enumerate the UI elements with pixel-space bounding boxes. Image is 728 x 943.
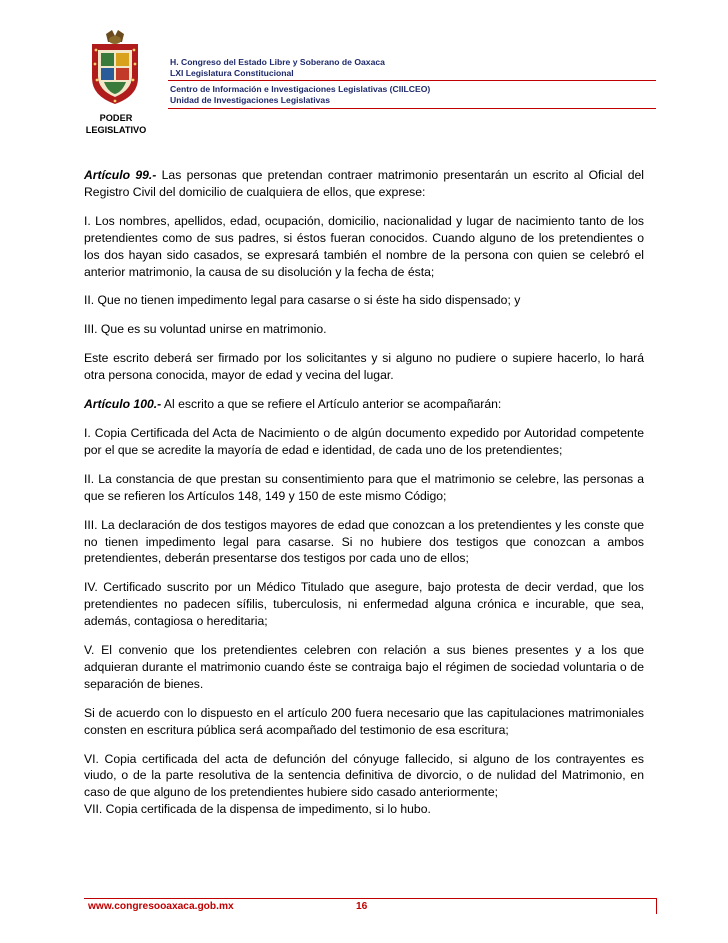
article-99-item-i: I. Los nombres, apellidos, edad, ocupación, domicilio, nacionalidad y lugar de nacimiento tanto de los pretendientes como de sus padres, si éstos fueran conocidos. Cuando alguno de los pretendientes o los dos hayan sido casados, se expresará también el nombre de la persona con quien se celebró el anterior matrimonio, la causa de su disolución y la fecha de ésta;	[84, 213, 644, 279]
footer-corner-line	[656, 898, 657, 914]
article-100-item-v: V. El convenio que los pretendientes celebren con relación a sus bienes presentes y a los que adquieran durante el matrimonio cuando éste se contraiga bajo el régimen de sociedad voluntaria o de separación de bienes.	[84, 643, 644, 691]
article-99	[84, 167, 644, 201]
poder-line1: PODER	[99, 113, 133, 123]
footer-url: www.congresooaxaca.gob.mx	[88, 901, 234, 912]
article-100-item-ii: II. La constancia de que prestan su consentimiento para que el matrimonio se celebre, las personas a que se refieren los Artículos 148, 149 y 150 de este mismo Código;	[84, 471, 644, 503]
header-congreso: H. Congreso del Estado Libre y Soberano de Oaxaca	[170, 57, 385, 67]
poder-legislativo-label	[76, 113, 156, 136]
paragraph-firma: Este escrito deberá ser firmado por los solicitantes y si alguno no pudiere o supiere hacerlo, lo hará otra persona conocida, mayor de edad y vecina del lugar.	[84, 351, 644, 383]
poder-line2: LEGISLATIVO	[85, 124, 147, 135]
header-unidad: Unidad de Investigaciones Legislativas	[170, 95, 330, 105]
article-99-title: Artículo 99.-	[84, 168, 157, 182]
footer-divider	[84, 898, 656, 899]
article-99-item-iii: III. Que es su voluntad unirse en matrimonio.	[84, 322, 327, 337]
article-100-item-vii: VII. Copia certificada de la dispensa de impedimento, si lo hubo.	[84, 802, 431, 817]
paragraph-capitulaciones: Si de acuerdo con lo dispuesto en el artículo 200 fuera necesario que las capitulaciones matrimoniales consten en escritura pública será acompañado del testimonio de esa escritura;	[84, 705, 644, 737]
article-100-text: Al escrito a que se refiere el Artículo anterior se acompañarán:	[161, 397, 502, 412]
article-100	[84, 396, 644, 413]
header-divider-top	[168, 80, 656, 81]
document-body	[84, 167, 644, 830]
header-legislatura: LXI Legislatura Constitucional	[170, 68, 294, 78]
article-100-item-vi: VI. Copia certificada del acta de defunción del cónyuge fallecido, si alguno de los contrayentes es viudo, o de la parte resolutiva de la sentencia definitiva de divorcio, o de nulidad del Matrimonio, en caso de que alguno de los pretendientes hubiere sido casado anteriormente;	[84, 751, 644, 800]
header-divider-bottom	[168, 108, 656, 109]
oaxaca-coat-of-arms-icon	[88, 30, 142, 106]
article-100-item-iii: III. La declaración de dos testigos mayores de edad que conozcan a los pretendientes y les conste que no tienen impedimento legal para casarse. Si no hubiere dos testigos que conozcan a ambos pretendientes, deberán presentarse dos testigos por cada uno de ellos;	[84, 517, 644, 566]
page-number: 16	[356, 901, 368, 912]
header-centro: Centro de Información e Investigaciones Legislativas (CIILCEO)	[170, 84, 431, 94]
article-99-item-ii: II. Que no tienen impedimento legal para casarse o si éste ha sido dispensado; y	[84, 293, 521, 308]
article-100-item-i: I. Copia Certificada del Acta de Nacimiento o de algún documento expedido por Autoridad competente por el que se acredite la mayoría de edad e identidad, de cada uno de los pretendientes;	[84, 425, 644, 457]
article-100-title: Artículo 100.-	[84, 397, 162, 412]
article-99-text: Las personas que pretendan contraer matrimonio presentarán un escrito al Oficial del Registro Civil del domicilio de cualquiera de ellos, que exprese:	[84, 168, 644, 199]
article-100-item-iv: IV. Certificado suscrito por un Médico Titulado que asegure, bajo protesta de decir verdad, que los pretendientes no padecen sífilis, tuberculosis, ni enfermedad alguna crónica e incurable, que sea, además, contagiosa o hereditaria;	[84, 580, 644, 629]
